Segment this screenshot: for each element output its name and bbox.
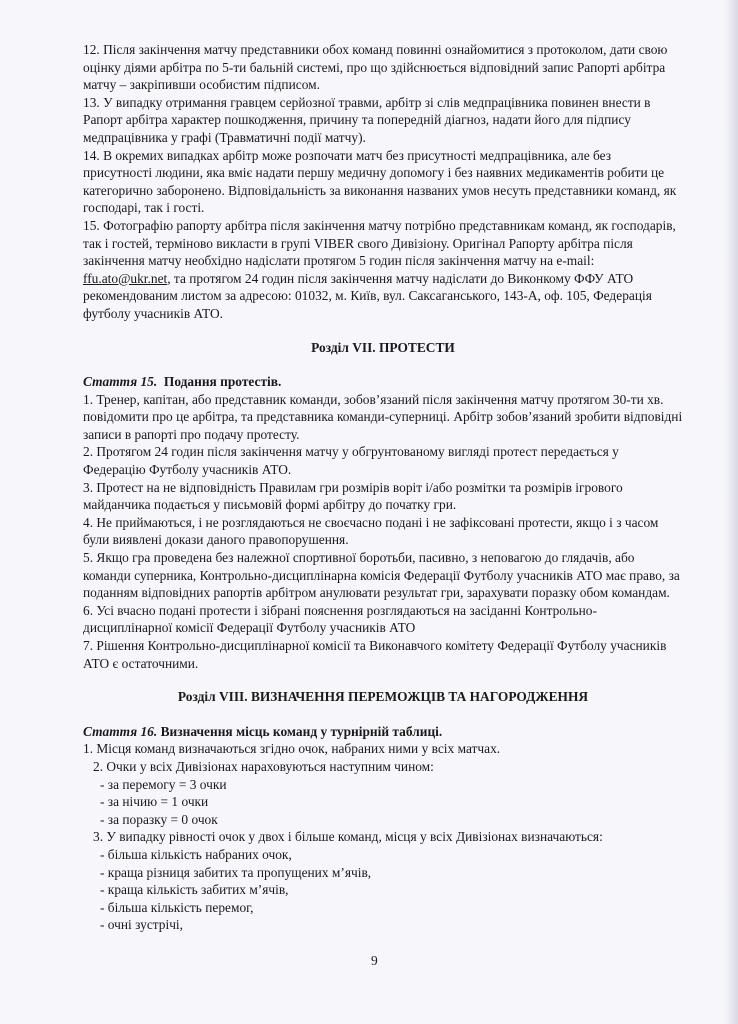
ranking-item-3: 3. У випадку рівності очок у двох і більше команд, місця у всіх Дивізіонах визначаються: <box>93 829 603 845</box>
email-link[interactable]: ffu.ato@ukr.net <box>83 270 168 286</box>
page-number: 9 <box>371 953 378 968</box>
paragraph-item-12: 12. Після закінчення матчу представники обох команд повинні ознайомитися з протоколом, дати свою оцінку діями арбітра по 5-ти бальній системі, про що здійснюється відповідний запис Рапорті арбітра матчу – закріпивши особистим підписом. <box>83 42 668 93</box>
article-16-name: Визначення місць команд у турнірній таблиці. <box>160 723 443 739</box>
article-16-number: Стаття 16. <box>83 723 158 739</box>
tiebreak-criterion: - краща різниця забитих та пропущених м’ячів, <box>100 864 372 880</box>
paragraph-item-13: 13. У випадку отримання гравцем серйозної травми, арбітр зі слів медпрацівника повинен внести в Рапорт арбітра характер пошкодження, причину та попередній діагноз, надати його для підпису медпрацівника у графі (Травматичні події матчу). <box>83 94 651 145</box>
tiebreak-criterion: - очні зустрічі, <box>100 917 184 933</box>
item-15-text-before: 15. Фотографію рапорту арбітра після закінчення матчу потрібно представникам команд, як господарів, так і гостей, терміново викласти в групі VIBER свого Дивізіону. Оригінал Рапорту арбітра після закінчення матчу необхідно надіслати протягом 5 годин після закінчення матчу на e-mail: <box>83 217 676 269</box>
ranking-item-2: 2. Очки у всіх Дивізіонах нараховуються наступним чином: <box>93 758 434 774</box>
article-16-title <box>83 723 683 741</box>
protest-item: 7. Рішення Контрольно-дисциплінарної комісії та Виконавчого комітету Федерації Футболу учасників АТО є остаточними. <box>83 638 667 671</box>
protest-item: 4. Не приймаються, і не розглядаються не своєчасно подані і не зафіксовані протести, якщо і з часом були виявлені докази даного правопорушення. <box>83 514 659 548</box>
tiebreak-criterion: - краща кількість забитих м’ячів, <box>100 882 289 898</box>
intro-block <box>83 41 683 323</box>
points-rule: - за перемогу = 3 очки <box>100 776 227 792</box>
points-rule: - за поразку = 0 очок <box>100 811 218 827</box>
points-rule: - за нічию = 1 очки <box>100 794 209 810</box>
article-15-title <box>83 373 683 391</box>
tiebreak-criterion: - більша кількість перемог, <box>100 899 254 915</box>
ranking-item-1: 1. Місця команд визначаються згідно очок, набраних ними у всіх матчах. <box>83 741 501 757</box>
protest-item: 3. Протест на не відповідність Правилам гри розмірів воріт і/або розмітки та розмірів ігрового майданчика подається у письмовій формі арбітру до початку гри. <box>83 479 623 513</box>
protest-item: 5. Якщо гра проведена без належної спортивної боротьби, пасивно, з неповагою до глядачів, або команди суперника, Контрольно-дисциплінарна комісія Федерації Футболу учасників АТО має право, за поданням відповідних рапортів арбітром анулювати результат гри, зарахувати поразку обом командам. <box>83 550 680 601</box>
paragraph-item-14: 14. В окремих випадках арбітр може розпочати матч без присутності медпрацівника, але без присутності людини, яка вміє надати першу медичну допомогу і без наявних медикаментів робити це категорично заборонено. Відповідальність за виконання названих умов несуть представники команд, як господарі, так і гості. <box>83 147 677 216</box>
section-7-article <box>83 373 683 672</box>
item-15-text-after: , та протягом 24 годин після закінчення матчу надіслати до Виконкому ФФУ АТО рекомендованим листом за адресою: 01032, м. Київ, вул. Саксаганського, 143-А, оф. 105, Федерація футболу учасників АТО. <box>83 270 652 321</box>
article-15-number: Стаття 15. <box>83 374 158 390</box>
protest-item: 6. Усі вчасно подані протести і зібрані пояснення розглядаються на засіданні Контрольно-дисциплінарної комісії Федерації Футболу учасників АТО <box>83 602 597 636</box>
section-8-article <box>83 723 683 934</box>
protest-item: 1. Тренер, капітан, або представник команди, зобов’язаний після закінчення матчу протягом 30-ти хв. повідомити про це арбітра, та представника команди-суперниці. Арбітр зобов’язаний зробити відповідні записи в рапорті про подачу протесту. <box>83 391 683 442</box>
paragraph-item-15 <box>83 217 683 323</box>
section-7-heading: Розділ VII. ПРОТЕСТИ <box>311 339 455 355</box>
page-edge-shadow <box>724 0 738 1024</box>
tiebreak-criterion: - більша кількість набраних очок, <box>100 846 292 862</box>
protest-item: 2. Протягом 24 годин після закінчення матчу у обгрунтованому вигляді протест передається у Федерацію Футболу учасників АТО. <box>83 444 619 478</box>
section-8-heading: Розділ VIII. ВИЗНАЧЕННЯ ПЕРЕМОЖЦІВ ТА НАГОРОДЖЕННЯ <box>177 689 589 705</box>
article-15-name: Подання протестів. <box>163 374 282 390</box>
